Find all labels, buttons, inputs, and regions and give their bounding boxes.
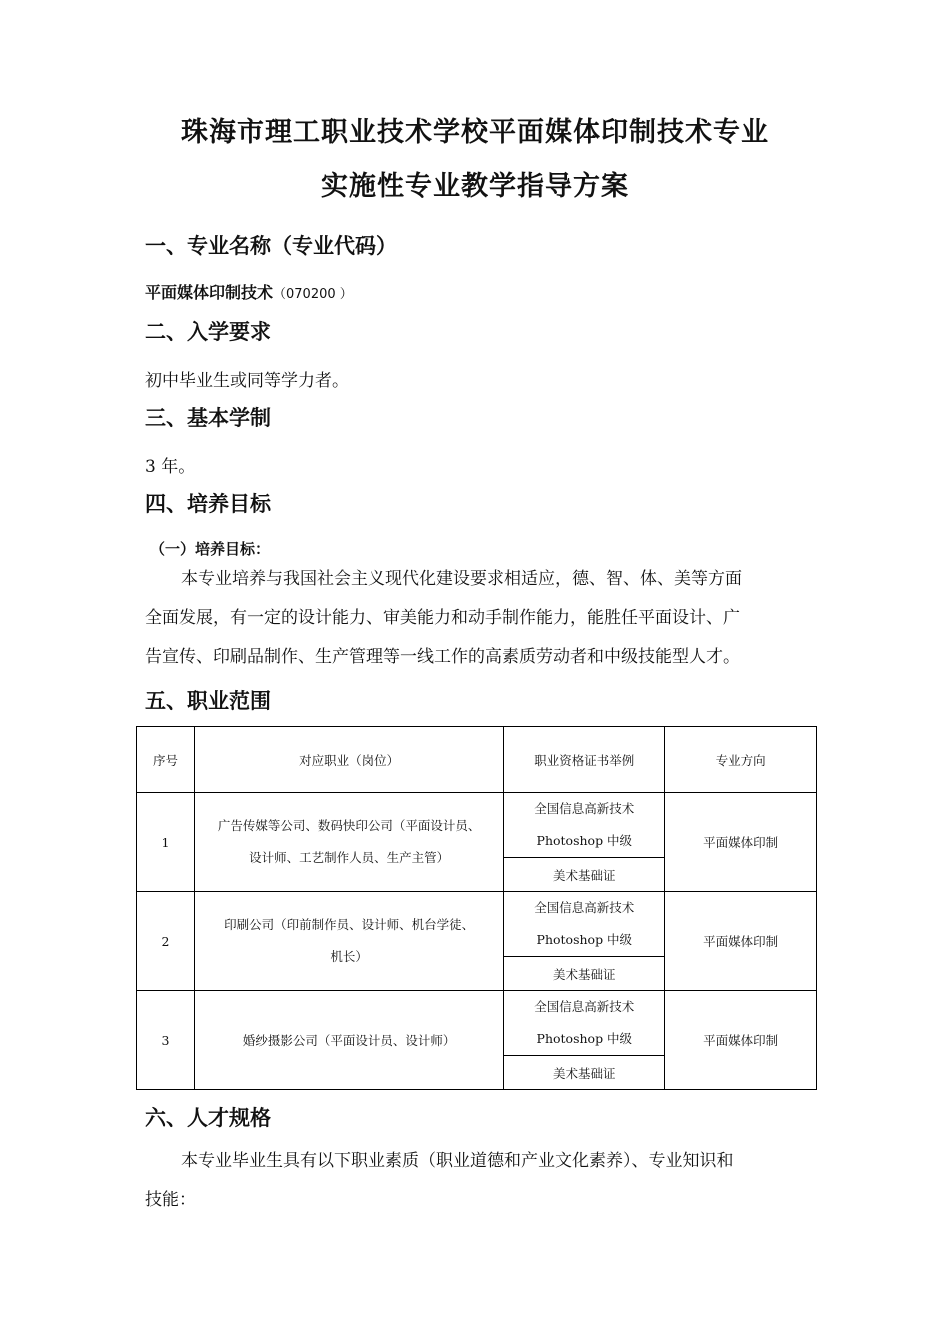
table-row [137,793,817,858]
row-cert-main: 全国信息高新技术 Photoshop 中级 [504,892,665,957]
talent-spec-paragraph [145,1142,820,1220]
talent-spec-line2: 技能： [145,1190,196,1210]
row-cert-secondary: 美术基础证 [504,858,665,892]
row-no: 3 [137,991,195,1090]
row-cert-secondary: 美术基础证 [504,1056,665,1090]
row-cert-main: 全国信息高新技术 Photoshop 中级 [504,793,665,858]
training-goal-line2: 全面发展，有一定的设计能力、审美能力和动手制作能力，能胜任平面设计、广 [145,608,740,628]
header-direction: 专业方向 [665,727,817,793]
study-duration: 3 年。 [145,457,196,477]
section-2-heading: 二、入学要求 [145,320,271,344]
table-row [137,991,817,1056]
row-job: 婚纱摄影公司（平面设计员、设计师） [194,991,503,1090]
table-row [137,892,817,957]
row-direction: 平面媒体印制 [665,892,817,991]
header-job: 对应职业（岗位） [194,727,503,793]
section-3-heading: 三、基本学制 [145,406,271,430]
section-1-heading: 一、专业名称（专业代码） [145,234,397,258]
row-job: 印刷公司（印前制作员、设计师、机台学徒、 机长） [194,892,503,991]
admission-requirement: 初中毕业生或同等学力者。 [145,371,349,391]
row-no: 1 [137,793,195,892]
row-job: 广告传媒等公司、数码快印公司（平面设计员、 设计师、工艺制作人员、生产主管） [194,793,503,892]
row-direction: 平面媒体印制 [665,991,817,1090]
major-name: 平面媒体印制技术 [145,283,274,302]
talent-spec-line1: 本专业毕业生具有以下职业素质（职业道德和产业文化素养）、专业知识和 [181,1151,734,1171]
major-code: （070200 ） [273,287,353,302]
document-title-line2: 实施性专业教学指导方案 [321,171,629,202]
row-cert-main: 全国信息高新技术 Photoshop 中级 [504,991,665,1056]
row-direction: 平面媒体印制 [665,793,817,892]
header-cert: 职业资格证书举例 [504,727,665,793]
document-title-line1: 珠海市理工职业技术学校平面媒体印制技术专业 [181,117,769,148]
major-name-line [145,280,353,303]
table-header-row [137,727,817,793]
training-goal-paragraph [145,560,820,677]
section-4-heading: 四、培养目标 [145,492,271,516]
training-goal-line3: 告宣传、印刷品制作、生产管理等一线工作的高素质劳动者和中级技能型人才。 [145,647,740,667]
training-goal-line1: 本专业培养与我国社会主义现代化建设要求相适应，德、智、体、美等方面 [181,569,742,589]
row-no: 2 [137,892,195,991]
header-no: 序号 [137,727,195,793]
row-cert-secondary: 美术基础证 [504,957,665,991]
section-6-heading: 六、人才规格 [145,1106,271,1130]
training-goal-subheading: （一）培养目标： [150,540,271,558]
career-scope-table [136,726,817,1090]
section-5-heading: 五、职业范围 [145,689,271,713]
